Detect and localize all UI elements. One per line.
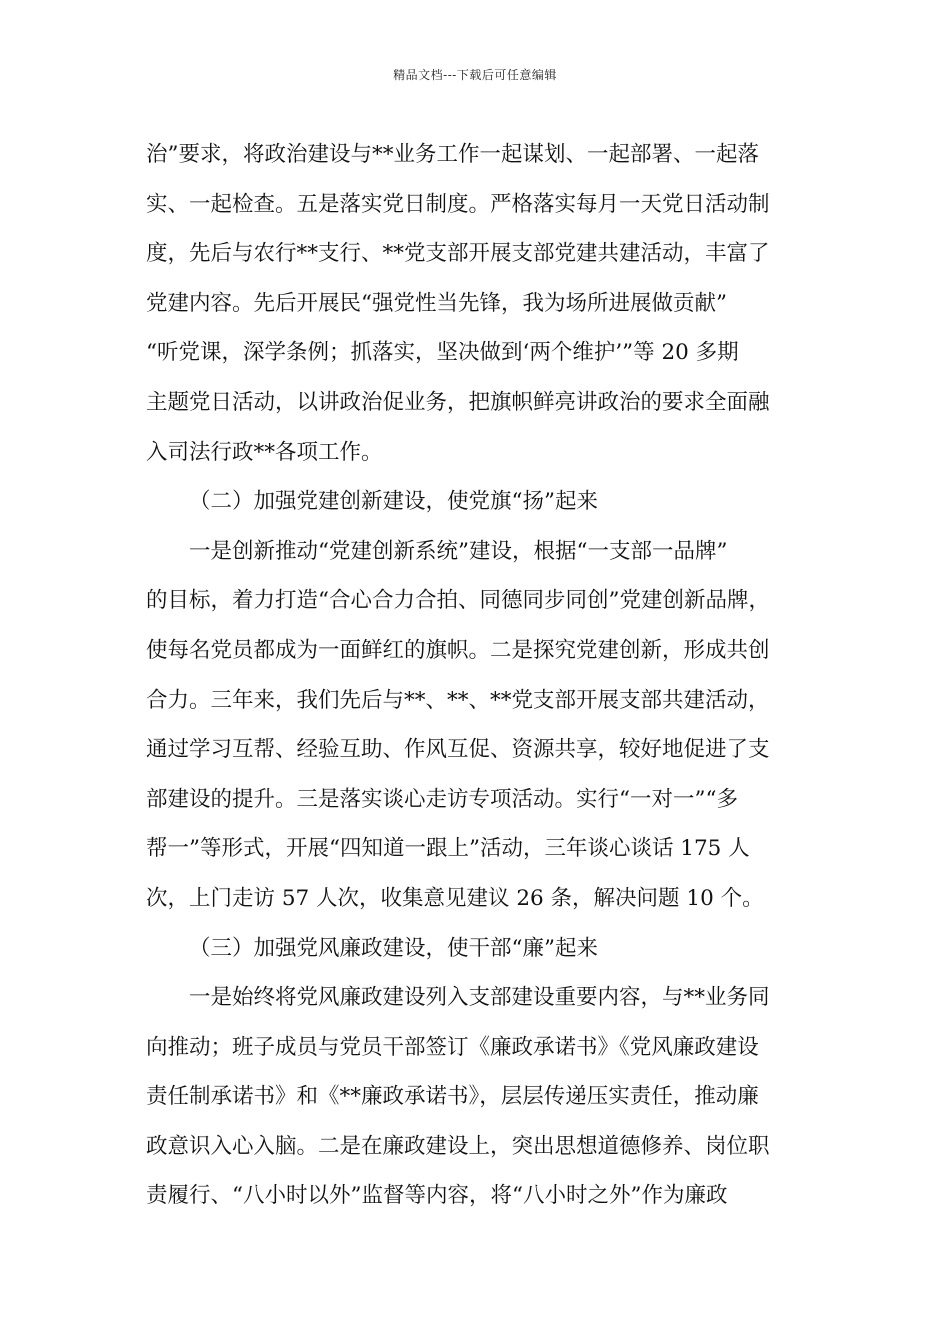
page-header: 精品文档---下载后可任意编辑	[393, 68, 557, 82]
text-line: 主题党日活动，以讲政治促业务，把旗帜鲜亮讲政治的要求全面融	[146, 389, 770, 415]
text-line: “听党课，深学条例；抓落实，坚决做到‘两个维护’”等 20 多期	[146, 340, 739, 366]
text-line: 责履行、“八小时以外”监督等内容，将“八小时之外”作为廉政	[146, 1183, 728, 1209]
text-line: 治”要求，将政治建设与**业务工作一起谋划、一起部署、一起落	[146, 142, 759, 167]
text-line: 帮一”等形式，开展“四知道一跟上”活动，三年谈心谈话 175 人	[146, 836, 750, 862]
text-line: 使每名党员都成为一面鲜红的旗帜。二是探究党建创新，形成共创	[146, 637, 770, 663]
text-line: 部建设的提升。三是落实谈心走访专项活动。实行“一对一”“多	[146, 786, 738, 812]
document-body	[146, 130, 806, 1221]
text-line: （三）加强党风廉政建设，使干部“廉”起来	[189, 935, 598, 961]
text-line: 责任制承诺书》和《**廉政承诺书》，层层传递压实责任，推动廉	[146, 1084, 759, 1110]
text-line: 党建内容。先后开展民“强党性当先锋，我为场所进展做贡献”	[146, 290, 727, 316]
text-line: 一是创新推动“党建创新系统”建设，根据“一支部一品牌”	[189, 538, 728, 564]
text-line: 政意识入心入脑。二是在廉政建设上，突出思想道德修养、岗位职	[146, 1133, 770, 1159]
text-line: 次，上门走访 57 人次，收集意见建议 26 条，解决问题 10 个。	[146, 885, 764, 911]
text-line: 入司法行政**各项工作。	[146, 439, 383, 465]
text-line: 实、一起检查。五是落实党日制度。严格落实每月一天党日活动制	[146, 191, 770, 217]
text-line: （二）加强党建创新建设，使党旗“扬”起来	[189, 489, 598, 515]
text-line: 通过学习互帮、经验互助、作风互促、资源共享，较好地促进了支	[146, 737, 770, 763]
text-line: 度，先后与农行**支行、**党支部开展支部党建共建活动，丰富了	[146, 241, 770, 267]
text-line: 一是始终将党风廉政建设列入支部建设重要内容，与**业务同	[189, 985, 770, 1011]
text-line: 的目标，着力打造“合心合力合拍、同德同步同创”党建创新品牌，	[146, 588, 770, 614]
text-line: 向推动；班子成员与党员干部签订《廉政承诺书》《党风廉政建设	[146, 1034, 759, 1060]
text-line: 合力。三年来，我们先后与**、**、**党支部开展支部共建活动，	[146, 687, 770, 713]
